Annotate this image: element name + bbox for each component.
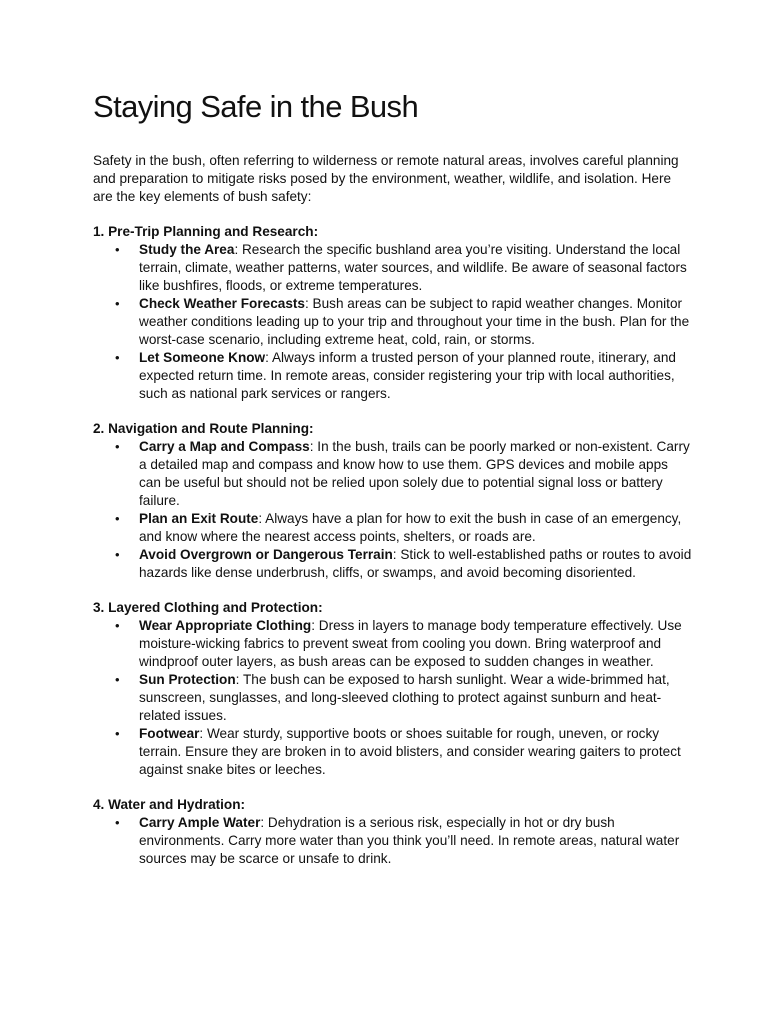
document-title: Staying Safe in the Bush (93, 89, 419, 124)
item-text: : Always have a plan for how to exit the bush in case of an emergency, and know where the nearest access points, shelters, or roads are. (139, 511, 682, 544)
bullet-icon: • (115, 815, 120, 830)
section-heading: 2. Navigation and Route Planning: (93, 421, 314, 436)
section-clothing (93, 599, 693, 779)
bullet-icon: • (115, 350, 120, 365)
bullet-icon: • (115, 439, 120, 454)
section-hydration (93, 796, 693, 868)
section-pre-trip (93, 223, 693, 403)
bullet-icon: • (115, 511, 120, 526)
bullet-icon: • (115, 547, 120, 562)
item-term: Avoid Overgrown or Dangerous Terrain (139, 547, 393, 562)
list-item (93, 438, 693, 510)
bullet-icon: • (115, 242, 120, 257)
item-text: : Bush areas can be subject to rapid weather changes. Monitor weather conditions leading up to your trip and throughout your time in the bush. Plan for the worst-case scenario, including extreme heat, cold, rain, or storms. (139, 296, 690, 347)
bullet-list (93, 438, 693, 582)
item-term: Study the Area (139, 242, 235, 257)
list-item (93, 671, 693, 725)
item-text: : Dehydration is a serious risk, especially in hot or dry bush environments. Carry more water than you think you’ll need. In remote areas, natural water sources may be scarce or unsafe to drink. (139, 815, 680, 866)
list-item (93, 241, 693, 295)
section-navigation (93, 420, 693, 582)
bullet-icon: • (115, 726, 120, 741)
item-text: : Research the specific bushland area you’re visiting. Understand the local terrain, climate, weather patterns, water sources, and wildlife. Be aware of seasonal factors like bushfires, floods, or extreme temperatures. (139, 242, 687, 293)
item-term: Footwear (139, 726, 200, 741)
section-heading: 4. Water and Hydration: (93, 797, 246, 812)
bullet-icon: • (115, 618, 120, 633)
item-text: : The bush can be exposed to harsh sunlight. Wear a wide-brimmed hat, sunscreen, sunglasses, and long-sleeved clothing to protect against sunburn and heat-related issues. (139, 672, 670, 723)
item-term: Carry a Map and Compass (139, 439, 310, 454)
list-item (93, 510, 693, 546)
bullet-list (93, 814, 693, 868)
item-term: Check Weather Forecasts (139, 296, 305, 311)
list-item (93, 295, 693, 349)
bullet-icon: • (115, 296, 120, 311)
list-item (93, 814, 693, 868)
section-heading: 3. Layered Clothing and Protection: (93, 600, 323, 615)
item-term: Let Someone Know (139, 350, 266, 365)
bullet-list (93, 241, 693, 403)
item-term: Sun Protection (139, 672, 236, 687)
item-text: : Dress in layers to manage body temperature effectively. Use moisture-wicking fabrics to prevent sweat from cooling you down. Bring waterproof and windproof outer layers, as bush areas can be exposed to sudden changes in weather. (139, 618, 682, 669)
section-heading: 1. Pre-Trip Planning and Research: (93, 224, 319, 239)
bullet-icon: • (115, 672, 120, 687)
item-text: : In the bush, trails can be poorly marked or non-existent. Carry a detailed map and compass and know how to use them. GPS devices and mobile apps can be useful but should not be relied upon solely due to potential signal loss or battery failure. (139, 439, 690, 508)
bullet-list (93, 617, 693, 779)
item-text: : Wear sturdy, supportive boots or shoes suitable for rough, uneven, or rocky terrain. Ensure they are broken in to avoid blisters, and consider wearing gaiters to protect against snake bites or leeches. (139, 726, 681, 777)
item-term: Plan an Exit Route (139, 511, 259, 526)
list-item (93, 546, 693, 582)
list-item (93, 617, 693, 671)
item-term: Wear Appropriate Clothing (139, 618, 312, 633)
intro-paragraph: Safety in the bush, often referring to wilderness or remote natural areas, involves careful planning and preparation to mitigate risks posed by the environment, weather, wildlife, and isolation. Here are the key elements of bush safety: (93, 153, 679, 204)
document-page (93, 88, 693, 885)
list-item (93, 725, 693, 779)
item-term: Carry Ample Water (139, 815, 261, 830)
item-text: : Stick to well-established paths or routes to avoid hazards like dense underbrush, cliffs, or swamps, and avoid becoming disoriented. (139, 547, 692, 580)
item-text: : Always inform a trusted person of your planned route, itinerary, and expected return time. In remote areas, consider registering your trip with local authorities, such as national park services or rangers. (139, 350, 676, 401)
list-item (93, 349, 693, 403)
